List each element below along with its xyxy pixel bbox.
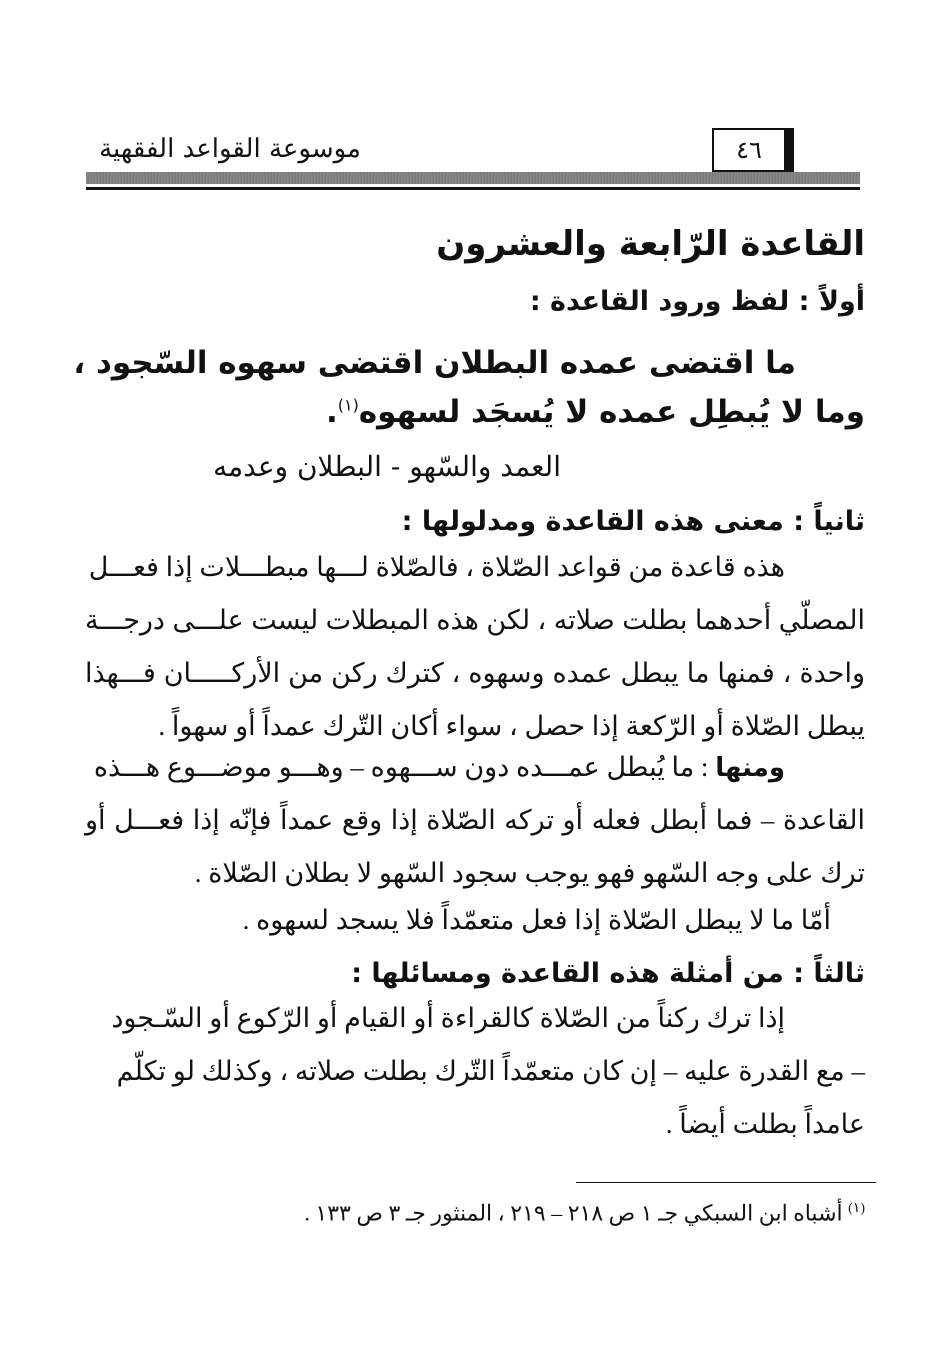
rule-text-line-2-end: . <box>325 394 338 430</box>
footnote <box>304 1200 865 1226</box>
header-rule <box>86 187 860 190</box>
paragraph-line: عامداً بطلت أيضاً . <box>665 1109 865 1139</box>
footnote-ref: (١) <box>337 395 359 415</box>
paragraph-line <box>85 752 865 805</box>
paragraph-line: واحدة ، فمنها ما يبطل عمده وسهوه ، كترك ركن من الأركـــــان فـــهذا <box>85 658 865 688</box>
examples-paragraph <box>85 1003 865 1162</box>
rule-text-line-2-body: وما لا يُبطِل عمده لا يُسجَد لسهوه <box>358 394 865 430</box>
meaning-paragraph-2 <box>85 752 865 911</box>
rule-text-line-1: ما اقتضى عمده البطلان اقتضى سهوه السّجود ، <box>73 345 796 381</box>
paragraph-line: إذا ترك ركناً من الصّلاة كالقراءة أو القيام أو الرّكوع أو السّـجود <box>111 1003 785 1033</box>
section-label-second: ثانياً : معنى هذه القاعدة ومدلولها : <box>401 506 865 537</box>
paragraph-line: يبطل الصّلاة أو الرّكعة إذا حصل ، سواء أكان التّرك عمداً أو سهواً . <box>158 711 865 741</box>
meaning-paragraph-1 <box>85 552 865 764</box>
header-decorative-band <box>86 172 860 184</box>
rule-keywords: العمد والسّهو - البطلان وعدمه <box>213 450 561 483</box>
footnote-text: أشباه ابن السبكي جـ ١ ص ٢١٨ – ٢١٩ ، المنثور جـ ٣ ص ١٣٣ . <box>304 1200 843 1226</box>
paragraph-line: القاعدة – فما أبطل فعله أو تركه الصّلاة إذا وقع عمداً فإنّه إذا فعـــل أو <box>85 805 865 835</box>
paragraph-line: ترك على وجه السّهو فهو يوجب سجود السّهو لا بطلان الصّلاة . <box>194 858 865 888</box>
rule-heading: القاعدة الرّابعة والعشرون <box>436 224 865 264</box>
paragraph-line-rest: : ما يُبطل عمـــده دون ســـهوه – وهـــو موضـــوع هـــذه <box>93 752 716 782</box>
footnote-marker: (١) <box>848 1201 865 1216</box>
page-number: ٤٦ <box>736 136 762 164</box>
footnote-rule <box>576 1182 876 1183</box>
paragraph-line: هذه قاعدة من قواعد الصّلاة ، فالصّلاة لـــها مبطـــلات إذا فعـــل <box>88 552 785 582</box>
paragraph-lead-word: ومنها <box>715 753 785 783</box>
page-number-box <box>712 128 794 172</box>
paragraph-line: المصلّي أحدهما بطلت صلاته ، لكن هذه المبطلات ليست علـــى درجـــة <box>85 605 865 635</box>
section-label-third: ثالثاً : من أمثلة هذه القاعدة ومسائلها : <box>351 958 865 989</box>
rule-text-line-2 <box>326 394 865 430</box>
section-label-first: أولاً : لفظ ورود القاعدة : <box>529 286 865 317</box>
running-header-title: موسوعة القواعد الفقهية <box>99 134 361 164</box>
meaning-paragraph-3: أمّا ما لا يبطل الصّلاة إذا فعل متعمّداً فلا يسجد لسهوه . <box>242 905 831 935</box>
paragraph-line: – مع القدرة عليه – إن كان متعمّداً التّرك بطلت صلاته ، وكذلك لو تكلّم <box>116 1056 865 1086</box>
